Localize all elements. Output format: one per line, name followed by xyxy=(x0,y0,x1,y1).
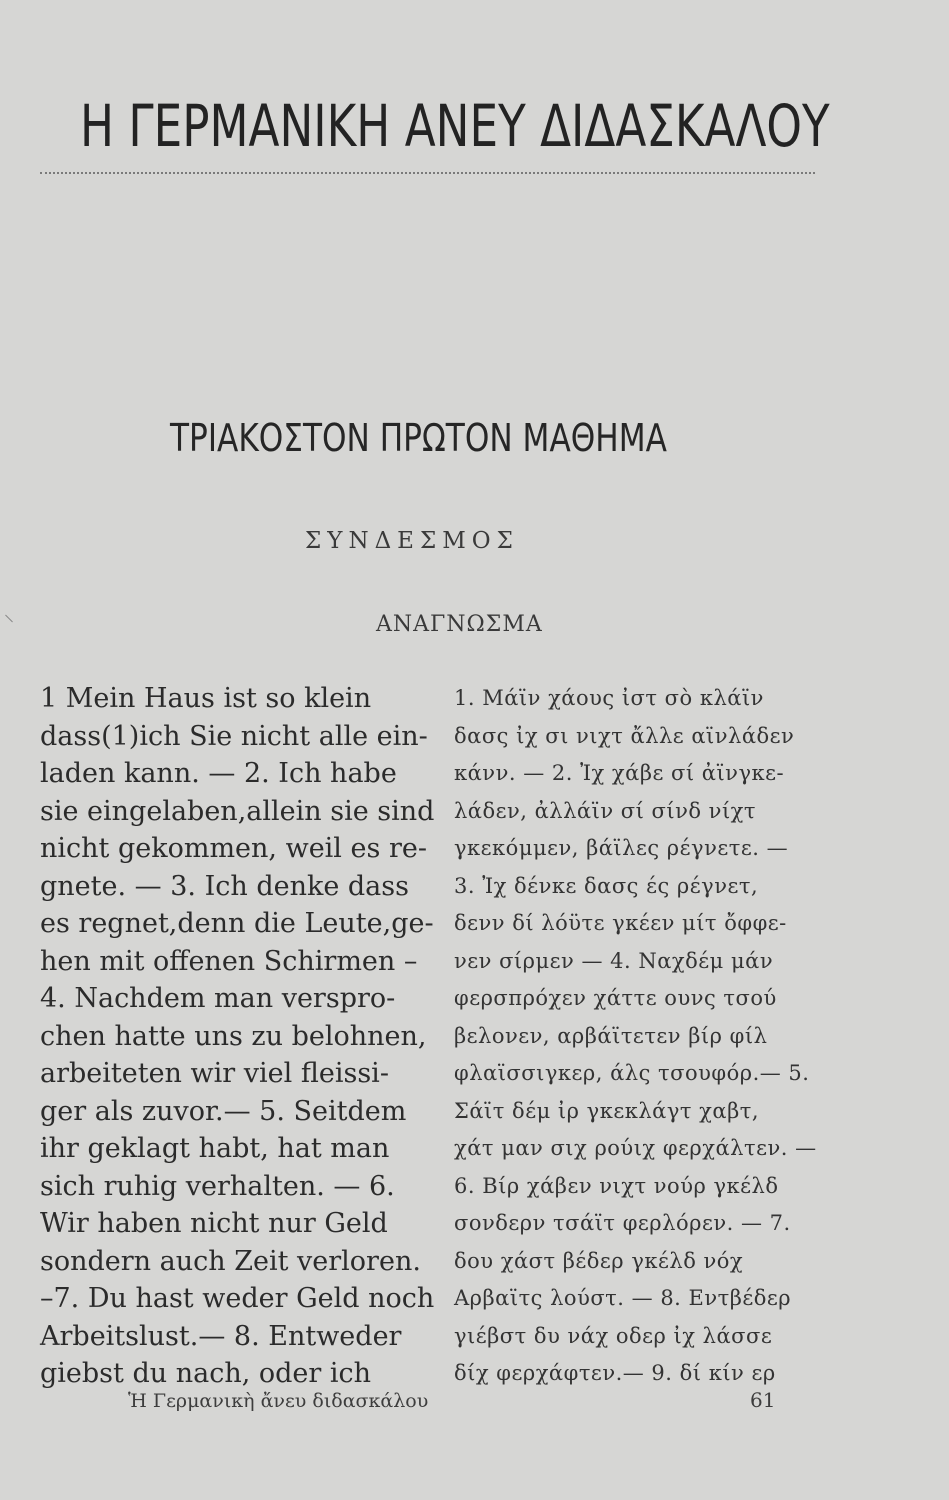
greek-transcription-line: σονδερν τσάϊτ φερλόρεν. — 7. xyxy=(454,1211,791,1235)
greek-transcription-line: 6. Βίρ χάβεν νιχτ νούρ γκέλδ xyxy=(454,1173,779,1198)
lesson-title: ΤΡΙΑΚΟΣΤΟΝ ΠΡΩΤΟΝ ΜΑΘΗΜΑ xyxy=(170,416,667,460)
greek-transcription-line: γκεκόμμεν, βάϊλες ρέγνετε. — xyxy=(454,836,789,860)
german-text-line: chen hatte uns zu belohnen, xyxy=(40,1020,427,1052)
german-text-line: laden kann. — 2. Ich habe xyxy=(40,758,397,789)
german-text-line: giebst du nach, oder ich xyxy=(40,1358,372,1389)
greek-transcription-line: νεν σίρμεν — 4. Ναχδέμ μάν xyxy=(454,948,774,973)
german-text-line: sondern auch Zeit verloren. xyxy=(40,1245,421,1277)
german-text-line: Arbeitslust.— 8. Entweder xyxy=(40,1320,402,1352)
greek-transcription-line: δου χάστ βέδερ γκέλδ νόχ xyxy=(454,1248,744,1273)
greek-transcription-line: Αρβαϊτς λούστ. — 8. Εντβέδερ xyxy=(454,1286,792,1310)
running-title: Η ΓΕΡΜΑΝΙΚΗ ΑΝΕΥ ΔΙΔΑΣΚΑΛΟΥ xyxy=(80,92,830,160)
german-text-line: 4. Nachdem man verspro- xyxy=(40,983,396,1014)
german-text-line: sich ruhig verhalten. — 6. xyxy=(40,1170,395,1202)
german-text-line: 1 Mein Haus ist so klein xyxy=(40,683,372,714)
margin-mark xyxy=(5,615,13,623)
greek-transcription-line: δίχ φερχάφτεν.— 9. δί κίν ερ xyxy=(454,1361,776,1385)
greek-transcription-line: φλαϊσσιγκερ, άλς τσουφόρ.— 5. xyxy=(454,1061,810,1085)
german-text-line: ihr geklagt habt, hat man xyxy=(40,1133,390,1164)
german-text-line: Wir haben nicht nur Geld xyxy=(40,1208,388,1239)
greek-transcription-column xyxy=(454,680,824,1393)
german-text-line: es regnet,denn die Leute,ge- xyxy=(40,908,434,939)
greek-transcription-line: χάτ μαν σιχ ρούιχ φερχάλτεν. — xyxy=(454,1136,817,1160)
german-text-line: dass(1)ich Sie nicht alle ein- xyxy=(40,720,428,752)
german-text-line: gnete. — 3. Ich denke dass xyxy=(40,870,409,902)
german-text-line: hen mit offenen Schirmen – xyxy=(40,945,418,977)
greek-transcription-line: δασς ἰχ σι νιχτ ἄλλε αϊνλάδεν xyxy=(454,723,795,748)
section-heading: ΣΥΝΔΕΣΜΟΣ xyxy=(305,528,519,554)
page-number: 61 xyxy=(750,1388,776,1412)
german-text-line: sie eingelaben,allein sie sind xyxy=(40,795,435,827)
greek-transcription-line: 3. Ἰχ δένκε δασς ές ρέγνετ, xyxy=(454,873,759,898)
german-text-column xyxy=(40,680,435,1393)
greek-transcription-line: δενν δί λόϋτε γκέεν μίτ ὄφφε- xyxy=(454,911,787,935)
german-text-line: –7. Du hast weder Geld noch xyxy=(40,1283,435,1314)
greek-transcription-line: γιέβστ δυ νάχ οδερ ἰχ λάσσε xyxy=(454,1323,773,1348)
greek-transcription-line: 1. Μάϊν χάους ἰστ σὸ κλάϊν xyxy=(454,686,764,710)
german-text-line: arbeiteten wir viel fleissi- xyxy=(40,1058,389,1089)
greek-transcription-line: Σάϊτ δέμ ἰρ γκεκλάγτ χαβτ, xyxy=(454,1098,760,1123)
greek-transcription-line: λάδεν, ἀλλάϊν σί σίνδ νίχτ xyxy=(454,798,757,823)
greek-transcription-line: κάνν. — 2. Ἰχ χάβε σί ἀϊνγκε- xyxy=(454,761,785,785)
reading-heading: ΑΝΑΓΝΩΣΜΑ xyxy=(376,612,543,637)
greek-transcription-line: βελονεν, αρβάϊτετεν βίρ φίλ xyxy=(454,1023,768,1048)
german-text-line: nicht gekommen, weil es re- xyxy=(40,833,427,864)
greek-transcription-line: φερσπρόχεν χάττε ουνς τσού xyxy=(454,986,777,1010)
title-divider xyxy=(40,172,815,174)
german-text-line: ger als zuvor.— 5. Seitdem xyxy=(40,1095,407,1127)
footer-book-title: Ἡ Γερμανικὴ ἄνευ διδασκάλου xyxy=(128,1390,429,1412)
